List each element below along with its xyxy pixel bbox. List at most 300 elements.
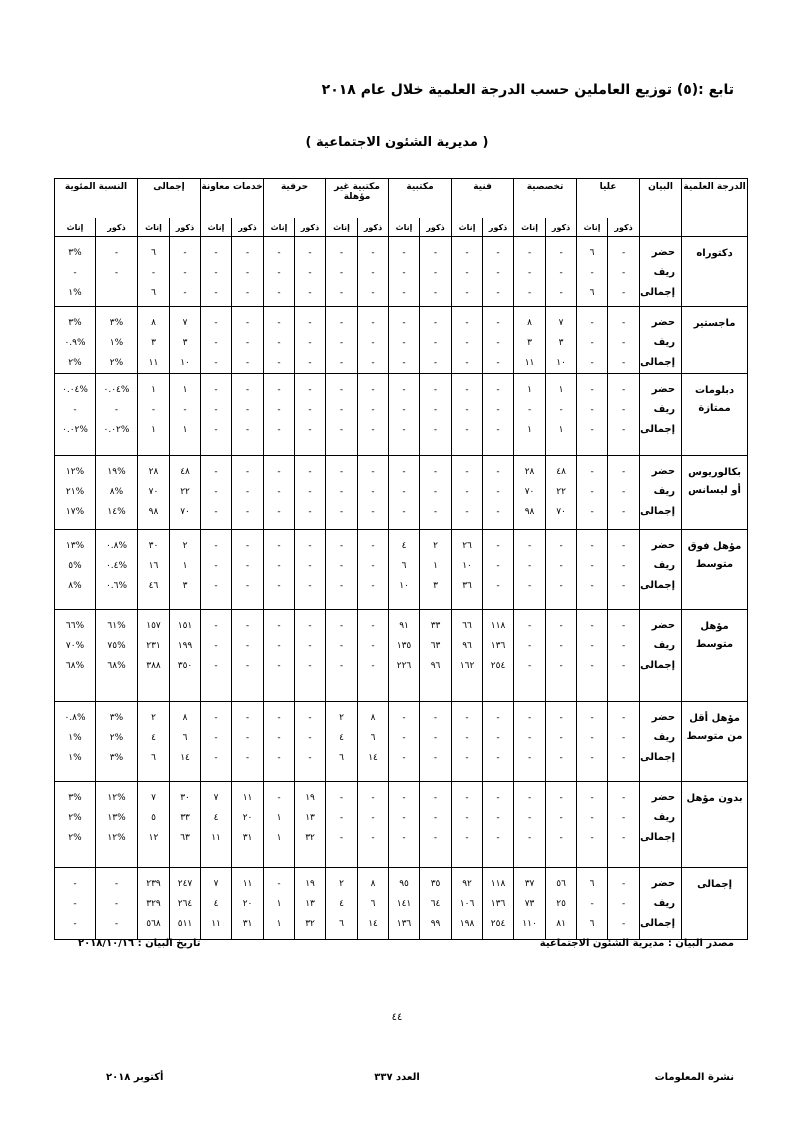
header-female-5: إناث bbox=[264, 218, 295, 237]
cell-value: - bbox=[245, 733, 250, 743]
cell-value: - bbox=[183, 248, 187, 258]
table-cell bbox=[295, 868, 325, 934]
degree-label: ماجستير bbox=[693, 318, 736, 329]
cell-value: - bbox=[590, 358, 594, 368]
cell-value: ٣٦ bbox=[462, 581, 472, 591]
cell-value: ٣٣ bbox=[430, 621, 441, 631]
cell-value: - bbox=[277, 793, 281, 803]
table-cell bbox=[201, 530, 231, 596]
cell-value: - bbox=[214, 581, 218, 591]
cell-value: - bbox=[245, 405, 250, 415]
cell-value: - bbox=[527, 405, 532, 415]
cell-value: - bbox=[527, 268, 532, 278]
cell-value: ٢٢ bbox=[556, 487, 566, 497]
cell-value: ١ bbox=[182, 425, 188, 435]
cell-value: - bbox=[496, 487, 500, 497]
cell-value: - bbox=[621, 879, 626, 889]
cell-value: - bbox=[527, 248, 532, 258]
cell-value: - bbox=[527, 288, 532, 298]
cell-value: - bbox=[371, 318, 375, 328]
cell-value: - bbox=[527, 641, 532, 651]
cell-value: ٤٨ bbox=[556, 467, 566, 477]
cell-value: %١ bbox=[68, 288, 82, 298]
cell-value: - bbox=[496, 318, 500, 328]
table-cell bbox=[420, 530, 451, 596]
cell-value: - bbox=[527, 661, 532, 671]
cell-value: - bbox=[465, 733, 469, 743]
header-female-7: إناث bbox=[138, 218, 170, 237]
cell-value: - bbox=[590, 385, 594, 395]
table-cell bbox=[483, 237, 513, 303]
cell-value: - bbox=[559, 288, 563, 298]
cell-value: ٣٨٨ bbox=[146, 661, 161, 671]
cell-value: - bbox=[277, 661, 281, 671]
cell-value: - bbox=[183, 288, 187, 298]
cell-value: - bbox=[245, 268, 250, 278]
cell-value: - bbox=[308, 467, 312, 477]
stat-label: حضر bbox=[651, 247, 676, 258]
table-cell bbox=[170, 782, 200, 848]
header-degree: الدرجة العلمية bbox=[682, 179, 748, 237]
cell-value: - bbox=[465, 753, 469, 763]
cell-value: ١٤١ bbox=[396, 899, 412, 909]
header-group-6: خدمات معاونة bbox=[201, 179, 264, 219]
table-cell bbox=[138, 782, 169, 848]
table-cell bbox=[264, 782, 294, 848]
cell-value: ٢٨ bbox=[148, 467, 159, 477]
cell-value: %١٢ bbox=[107, 833, 126, 843]
cell-value: - bbox=[621, 813, 626, 823]
cell-value: - bbox=[308, 641, 312, 651]
table-cell bbox=[232, 702, 263, 768]
table-cell bbox=[452, 868, 482, 934]
cell-value: - bbox=[465, 288, 469, 298]
table-cell bbox=[264, 307, 294, 373]
cell-value: ١ bbox=[527, 425, 532, 435]
cell-value: - bbox=[371, 288, 375, 298]
cell-value: ١٤ bbox=[368, 919, 378, 929]
cell-value: ٦ bbox=[151, 288, 156, 298]
cell-value: ٣ bbox=[182, 338, 188, 348]
cell-value: - bbox=[621, 338, 626, 348]
table-cell bbox=[358, 530, 388, 596]
cell-value: - bbox=[308, 541, 312, 551]
header-male-3: ذكور bbox=[420, 218, 452, 237]
cell-value: - bbox=[277, 467, 281, 477]
cell-value: - bbox=[308, 621, 312, 631]
cell-value: ١٩ bbox=[305, 793, 315, 803]
cell-value: - bbox=[214, 621, 218, 631]
cell-value: %٦٦ bbox=[65, 621, 85, 631]
cell-value: - bbox=[308, 358, 312, 368]
cell-value: - bbox=[402, 425, 406, 435]
table-cell bbox=[264, 456, 294, 522]
cell-value: - bbox=[433, 733, 438, 743]
cell-value: - bbox=[527, 793, 532, 803]
cell-value: - bbox=[402, 833, 406, 843]
cell-value: - bbox=[496, 581, 500, 591]
table-cell bbox=[389, 237, 419, 303]
table-cell bbox=[420, 702, 451, 768]
cell-value: - bbox=[73, 919, 77, 929]
cell-value: - bbox=[559, 268, 563, 278]
cell-value: ١ bbox=[276, 813, 282, 823]
table-cell bbox=[358, 782, 388, 848]
cell-value: - bbox=[527, 561, 532, 571]
cell-value: %٢ bbox=[109, 358, 124, 368]
table-cell bbox=[577, 456, 607, 522]
cell-value: %٠.٨ bbox=[64, 713, 86, 723]
cell-value: - bbox=[308, 581, 312, 591]
table-cell bbox=[577, 307, 607, 373]
header-female-3: إناث bbox=[389, 218, 420, 237]
cell-value: - bbox=[245, 541, 250, 551]
cell-value: - bbox=[339, 641, 344, 651]
table-cell bbox=[55, 374, 95, 440]
table-cell bbox=[358, 702, 388, 768]
stat-label: إجمالى bbox=[640, 580, 676, 591]
cell-value: ٤ bbox=[401, 541, 407, 551]
cell-value: ١١ bbox=[211, 919, 221, 929]
cell-value: - bbox=[402, 733, 406, 743]
table-cell bbox=[264, 702, 294, 768]
table-cell bbox=[389, 456, 419, 522]
header-female-2: إناث bbox=[452, 218, 483, 237]
cell-value: - bbox=[371, 268, 375, 278]
table-cell bbox=[55, 237, 95, 303]
stat-label: حضر bbox=[651, 384, 676, 395]
header-group-3: مكتبية bbox=[389, 179, 452, 219]
cell-value: ٣٠ bbox=[148, 541, 159, 551]
cell-value: ٢ bbox=[151, 713, 156, 723]
cell-value: %٣ bbox=[68, 793, 82, 803]
cell-value: - bbox=[214, 358, 218, 368]
table-cell bbox=[577, 374, 607, 440]
table-cell bbox=[514, 237, 545, 303]
table-cell bbox=[420, 610, 451, 676]
cell-value: - bbox=[308, 507, 312, 517]
cell-value: %٠.٠٢ bbox=[103, 425, 130, 435]
cell-value: ١١٠ bbox=[522, 919, 537, 929]
cell-value: - bbox=[277, 713, 281, 723]
cell-value: - bbox=[590, 661, 594, 671]
cell-value: %٢ bbox=[109, 733, 124, 743]
cell-value: - bbox=[465, 467, 469, 477]
table-cell bbox=[295, 374, 325, 440]
table-cell bbox=[483, 530, 513, 596]
cell-value: - bbox=[245, 641, 250, 651]
cell-value: - bbox=[590, 338, 594, 348]
cell-value: ٧ bbox=[558, 318, 564, 328]
cell-value: - bbox=[465, 713, 469, 723]
header-female-6: إناث bbox=[201, 218, 232, 237]
cell-value: - bbox=[214, 487, 218, 497]
cell-value: - bbox=[402, 338, 406, 348]
cell-value: ٨ bbox=[182, 713, 188, 723]
stat-label: إجمالى bbox=[640, 287, 676, 298]
footer-issue: العدد ٣٣٧ bbox=[374, 1072, 420, 1083]
cell-value: - bbox=[277, 581, 281, 591]
table-cell bbox=[358, 374, 388, 440]
cell-value: ١٣ bbox=[305, 899, 315, 909]
table-cell bbox=[452, 530, 482, 596]
cell-value: - bbox=[339, 425, 344, 435]
cell-value: ٦ bbox=[182, 733, 188, 743]
table-cell bbox=[232, 868, 263, 934]
cell-value: - bbox=[402, 467, 406, 477]
cell-value: ٢٨ bbox=[524, 467, 535, 477]
cell-value: - bbox=[277, 541, 281, 551]
cell-value: ٢٦ bbox=[462, 541, 472, 551]
cell-value: - bbox=[371, 338, 375, 348]
cell-value: ٦ bbox=[589, 248, 595, 258]
table-cell bbox=[295, 530, 325, 596]
table-cell bbox=[546, 374, 576, 440]
header-group-7: إجمالى bbox=[138, 179, 201, 219]
cell-value: ٣ bbox=[433, 581, 438, 591]
cell-value: - bbox=[433, 318, 438, 328]
cell-value: - bbox=[371, 661, 375, 671]
cell-value: - bbox=[402, 507, 406, 517]
cell-value: - bbox=[465, 507, 469, 517]
cell-value: - bbox=[245, 358, 250, 368]
table-cell bbox=[358, 610, 388, 676]
cell-value: - bbox=[590, 487, 594, 497]
cell-value: ١٦٢ bbox=[459, 661, 475, 671]
cell-value: ١٣٥ bbox=[396, 641, 412, 651]
cell-value: - bbox=[402, 487, 406, 497]
cell-value: - bbox=[214, 467, 218, 477]
table-cell bbox=[546, 868, 576, 934]
cell-value: - bbox=[245, 385, 250, 395]
table-cell bbox=[295, 610, 325, 676]
cell-value: ١٩ bbox=[305, 879, 315, 889]
table-cell bbox=[55, 868, 95, 934]
cell-value: - bbox=[496, 753, 500, 763]
cell-value: - bbox=[496, 338, 500, 348]
table-cell bbox=[608, 610, 639, 676]
stat-label: إجمالى bbox=[640, 424, 676, 435]
cell-value: - bbox=[277, 268, 281, 278]
stat-label: ريف bbox=[653, 404, 676, 415]
cell-value: - bbox=[339, 405, 344, 415]
cell-value: - bbox=[621, 753, 626, 763]
cell-value: - bbox=[308, 405, 312, 415]
cell-value: - bbox=[308, 733, 312, 743]
table-cell bbox=[514, 456, 545, 522]
cell-value: - bbox=[371, 581, 375, 591]
table-cell bbox=[170, 237, 200, 303]
cell-value: - bbox=[527, 833, 532, 843]
table-cell bbox=[232, 237, 263, 303]
cell-value: - bbox=[214, 318, 218, 328]
cell-value: - bbox=[277, 385, 281, 395]
stat-labels bbox=[640, 702, 681, 768]
table-cell bbox=[295, 307, 325, 373]
cell-value: ٣ bbox=[527, 338, 532, 348]
cell-value: ٤ bbox=[151, 733, 156, 743]
cell-value: ٢ bbox=[339, 879, 344, 889]
cell-value: - bbox=[465, 358, 469, 368]
table-cell bbox=[358, 307, 388, 373]
cell-value: - bbox=[277, 358, 281, 368]
cell-value: ٧ bbox=[213, 793, 219, 803]
stat-label: إجمالى bbox=[640, 752, 676, 763]
table-cell bbox=[96, 374, 137, 440]
cell-value: ٣١ bbox=[242, 833, 253, 843]
header-group-4: مكتبية غير مؤهلة bbox=[326, 179, 389, 219]
cell-value: %١٩ bbox=[107, 467, 126, 477]
cell-value: ٩١ bbox=[399, 621, 409, 631]
cell-value: - bbox=[621, 248, 626, 258]
cell-value: - bbox=[559, 661, 563, 671]
header-male-6: ذكور bbox=[232, 218, 264, 237]
cell-value: %٢ bbox=[68, 358, 82, 368]
cell-value: ٧ bbox=[182, 318, 188, 328]
cell-value: %١٣ bbox=[107, 813, 126, 823]
cell-value: %١ bbox=[68, 733, 82, 743]
cell-value: ١٣ bbox=[305, 813, 315, 823]
cell-value: - bbox=[621, 405, 626, 415]
cell-value: - bbox=[308, 713, 312, 723]
data-source: مصدر البيان : مديرية الشئون الاجتماعية bbox=[539, 938, 734, 949]
cell-value: ١٠ bbox=[180, 358, 190, 368]
table-subtitle: ( مديرية الشئون الاجتماعية ) bbox=[305, 135, 489, 150]
cell-value: - bbox=[621, 833, 626, 843]
cell-value: - bbox=[371, 793, 375, 803]
cell-value: - bbox=[214, 248, 218, 258]
cell-value: - bbox=[371, 405, 375, 415]
cell-value: - bbox=[496, 813, 500, 823]
cell-value: - bbox=[621, 713, 626, 723]
table-cell bbox=[138, 307, 169, 373]
cell-value: ٦ bbox=[151, 248, 156, 258]
stat-label: ريف bbox=[653, 812, 676, 823]
cell-value: - bbox=[308, 288, 312, 298]
cell-value: - bbox=[214, 268, 218, 278]
cell-value: - bbox=[621, 661, 626, 671]
stat-labels bbox=[640, 374, 681, 440]
cell-value: - bbox=[433, 268, 438, 278]
cell-value: - bbox=[433, 385, 438, 395]
stat-labels bbox=[640, 530, 681, 596]
cell-value: - bbox=[621, 507, 626, 517]
cell-value: ٧٣ bbox=[524, 899, 535, 909]
stat-labels bbox=[640, 307, 681, 373]
cell-value: - bbox=[496, 467, 500, 477]
cell-value: ١١ bbox=[524, 358, 535, 368]
cell-value: - bbox=[371, 813, 375, 823]
cell-value: - bbox=[371, 425, 375, 435]
header-male-7: ذكور bbox=[170, 218, 201, 237]
cell-value: %٧٠ bbox=[65, 641, 85, 651]
table-cell bbox=[514, 702, 545, 768]
table-row bbox=[55, 702, 748, 782]
cell-value: ٦٦ bbox=[462, 621, 472, 631]
table-cell bbox=[546, 530, 576, 596]
table-row bbox=[55, 307, 748, 374]
cell-value: - bbox=[73, 405, 77, 415]
cell-value: - bbox=[590, 621, 594, 631]
cell-value: ٤ bbox=[339, 733, 344, 743]
table-cell bbox=[483, 374, 513, 440]
cell-value: ٢٤٧ bbox=[177, 879, 193, 889]
cell-value: - bbox=[465, 425, 469, 435]
stat-label: حضر bbox=[651, 878, 676, 889]
table-cell bbox=[201, 782, 231, 848]
cell-value: ٣٥ bbox=[430, 879, 441, 889]
table-cell bbox=[608, 782, 639, 848]
table-cell bbox=[389, 610, 419, 676]
cell-value: - bbox=[214, 561, 218, 571]
cell-value: - bbox=[73, 899, 77, 909]
table-cell bbox=[96, 456, 137, 522]
table-cell bbox=[170, 702, 200, 768]
cell-value: - bbox=[402, 753, 406, 763]
cell-value: - bbox=[371, 467, 375, 477]
cell-value: %١ bbox=[68, 753, 82, 763]
cell-value: %٠.٠٤ bbox=[62, 385, 88, 395]
cell-value: ٤ bbox=[213, 899, 219, 909]
stat-label: إجمالى bbox=[640, 357, 676, 368]
cell-value: - bbox=[371, 248, 375, 258]
table-cell bbox=[326, 374, 357, 440]
table-cell bbox=[55, 456, 95, 522]
table-cell bbox=[326, 237, 357, 303]
cell-value: - bbox=[339, 338, 344, 348]
cell-value: - bbox=[73, 268, 77, 278]
cell-value: - bbox=[402, 268, 406, 278]
cell-value: - bbox=[496, 358, 500, 368]
cell-value: - bbox=[496, 713, 500, 723]
degree-label: مؤهل فوق متوسط bbox=[687, 541, 742, 570]
cell-value: - bbox=[590, 641, 594, 651]
table-cell bbox=[264, 374, 294, 440]
table-cell bbox=[483, 702, 513, 768]
table-cell bbox=[358, 456, 388, 522]
cell-value: ١١٨ bbox=[490, 621, 506, 631]
cell-value: ٦ bbox=[401, 561, 407, 571]
degree-label: بدون مؤهل bbox=[686, 793, 743, 804]
cell-value: %٣ bbox=[109, 318, 124, 328]
table-cell bbox=[201, 702, 231, 768]
cell-value: - bbox=[496, 288, 500, 298]
cell-value: - bbox=[308, 753, 312, 763]
cell-value: - bbox=[371, 358, 375, 368]
cell-value: - bbox=[433, 507, 438, 517]
cell-value: - bbox=[621, 733, 626, 743]
table-title: تابع :(٥) توزيع العاملين حسب الدرجة العلمية خلال عام ٢٠١٨ bbox=[321, 82, 734, 98]
table-cell bbox=[138, 456, 169, 522]
cell-value: - bbox=[496, 248, 500, 258]
stat-label: ريف bbox=[653, 337, 676, 348]
cell-value: - bbox=[245, 581, 250, 591]
cell-value: - bbox=[277, 405, 281, 415]
cell-value: ٢ bbox=[339, 713, 344, 723]
cell-value: ٣٧ bbox=[524, 879, 535, 889]
cell-value: - bbox=[465, 318, 469, 328]
cell-value: - bbox=[214, 753, 218, 763]
header-group-2: فنية bbox=[452, 179, 514, 219]
cell-value: - bbox=[339, 268, 344, 278]
cell-value: - bbox=[339, 581, 344, 591]
table-cell bbox=[389, 374, 419, 440]
cell-value: - bbox=[277, 733, 281, 743]
table-cell bbox=[608, 456, 639, 522]
cell-value: - bbox=[433, 487, 438, 497]
cell-value: - bbox=[621, 561, 626, 571]
table-cell bbox=[514, 610, 545, 676]
